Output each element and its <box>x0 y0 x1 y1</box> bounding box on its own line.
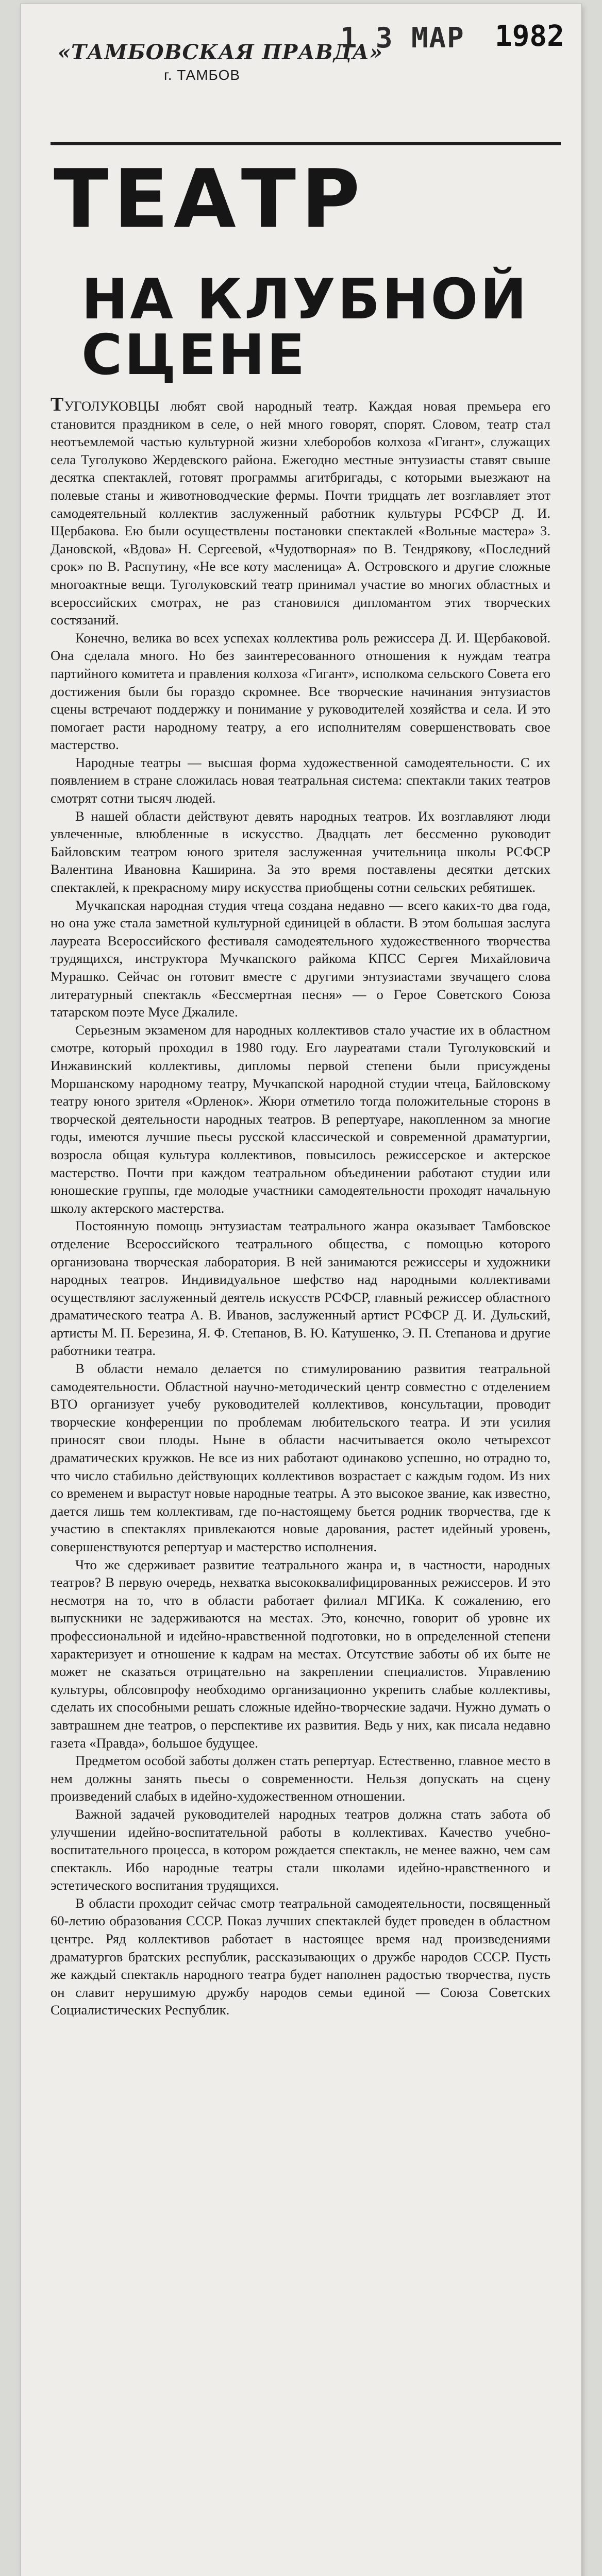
article-headline: НА КЛУБНОЙ СЦЕНЕ <box>81 267 529 387</box>
article-body <box>51 396 550 2019</box>
top-rule <box>51 142 561 145</box>
newspaper-city: г. ТАМБОВ <box>164 67 241 83</box>
paragraph: Конечно, велика во всех успехах коллектива роль режиссера Д. И. Щербаковой. Она сделала много. Но без заинтересованного отношения к нуждам театра партийного комитета и правления колхоза «Гигант», исполкома сельского Совета его достижения были бы гораздо скромнее. Все творческие начинания энтузиастов сцены встречают поддержку и понимание у руководителей хозяйства и села. И это помогает расти народному театру, а его исполнителям совершенствовать свое мастерство. <box>51 630 550 753</box>
year-stamp: 1982 <box>495 20 564 53</box>
paragraph: В области проходит сейчас смотр театральной самодеятельности, посвященный 60-летию образования СССР. Показ лучших спектаклей будет проведен в областном центре. Ряд коллективов работает в настоящее время над произведениями драматургов братских республик, рассказывающих о дружбе народов СССР. Пусть же каждый спектакль народного театра будет наполнен радостью творчества, пусть он славит нерушимую дружбу народов семьи единой — Союза Советских Социалистических Республик. <box>51 1895 550 2018</box>
masthead <box>42 13 564 86</box>
lead-paragraph <box>51 396 550 629</box>
paragraph: Что же сдерживает развитие театрального жанра и, в частности, народных театров? В первую очередь, нехватка высококвалифицированных режиссеров. И это несмотря на то, что в области работает филиал МГИКа. К сожалению, его выпускники не задерживаются на местах. Это, конечно, говорит об уровне их профессиональной и идейно-нравственной подготовки, но в определенной степени характеризует и отношение к кадрам на местах. Отсутствие заботы об их быте не может не сказаться отрицательно на закреплении специалистов. Управлению культуры, облсовпрофу необходимо организационно укрепить слабые коллективы, сделать их способными решать сложные идейно-творческие задачи. Нужно думать о завтрашнем дне театров, о перспективе их развития. Ведь у них, как писала недавно газета «Правда», большое будущее. <box>51 1556 550 1751</box>
rubric-title: ТЕАТР <box>54 152 365 246</box>
paragraph: Важной задачей руководителей народных театров должна стать забота об улучшении идейно-воспитательной работы в коллективах. Качество учебно-воспитательного процесса, в котором рождается спектакль, не менее важно, чем сам спектакль. Ибо народные театры стали школами идейно-нравственного и эстетического воспитания трудящихся. <box>51 1806 550 1893</box>
newspaper-name: «ТАМБОВСКАЯ ПРАВДА» <box>58 40 383 64</box>
newspaper-clipping <box>21 4 581 2576</box>
paragraph: Постоянную помощь энтузиастам театрального жанра оказывает Тамбовское отделение Всероссийского театрального общества, с помощью которого организована творческая лаборатория. В ней занимаются режиссеры и художники народных театров. Индивидуальное шефство над народными коллективами осуществляют заслуженный деятель искусств РСФСР, главный режиссер областного драматического театра А. В. Иванов, заслуженный артист РСФСР Д. И. Дульский, артисты М. П. Березина, Я. Ф. Степанов, В. Ю. Катушенко, Э. П. Степанова и другие работники театра. <box>51 1218 550 1359</box>
paragraph: В области немало делается по стимулированию развития театральной самодеятельности. Областной научно-методический центр совместно с отделением ВТО организует учебу руководителей коллективов, консультации, проводит творческие конференции по проблемам любительского театра. И эти усилия приносят свои плоды. Ныне в области насчитывается около четырехсот драматических кружков. Не все из них работают одинаково успешно, но отрадно то, что число стабильно действующих коллективов возрастает с каждым годом. Из них со временем и вырастут новые народные театры. А это высокое звание, как известно, дается лишь тем коллективам, где по-настоящему бьется родник творчества, где к участию в спектаклях привлекаются новые дарования, растет идейный уровень, совершенствуются репертуар и мастерство исполнения. <box>51 1361 550 1554</box>
date-stamp: 1 3 МАР <box>340 22 465 54</box>
paragraph: Народные театры — высшая форма художественной самодеятельности. С их появлением в стране сложилась новая театральная система: спектакли таких театров смотрят сотни тысяч людей. <box>51 754 550 806</box>
paragraph: Серьезным экзаменом для народных коллективов стало участие их в областном смотре, который проходил в 1980 году. Его лауреатами стали Туголуковский и Инжавинский коллективы, дипломы первой степени были присуждены Моршанскому народному театру, Мучкапской народной студии чтеца, Байловскому театру юного зрителя «Орленок». Жюри отметило тогда положительные сторонs в творческой деятельности народных театров. В репертуаре, накопленном за многие годы, имеются лучшие пьесы русской классической и современной драматургии, возросла общая культура коллективов, повысилось режиссерское и актерское мастерство. Почти при каждом театральном объединении работают студии или юношеские группы, где молодые участники самодеятельности проходят начальную школу актерского мастерства. <box>51 1022 550 1216</box>
paragraph: Предметом особой заботы должен стать репертуар. Естественно, главное место в нем должны занять пьесы о современности. Нельзя допускать на сцену произведений слабых в идейно-художественном отношении. <box>51 1753 550 1804</box>
lead-text: УГОЛУКОВЦЫ любят свой народный театр. Каждая новая премьера его становится праздником в селе, о ней много говорят, спорят. Словом, театр стал неотъемлемой частью культурной жизни хлеборобов колхоза «Гигант», служащих села Туголуково Жердевского района. Ежегодно местные энтузиасты ставят свыше десятка спектаклей, готовят программы агитбригады, с которыми выезжают на полевые станы и животноводческие фермы. Почти тридцать лет возглавляет этот самодеятельный коллектив заслуженный работник культуры РСФСР Д. И. Щербакова. Ею были осуществлены постановки спектаклей «Вольные мастера» З. Дановской, «Вдова» Н. Сергеевой, «Чудотворная» по В. Тендрякову, «Последний срок» по В. Распутину, «Не все коту масленица» А. Островского и другие сложные многоактные вещи. Туголуковский театр принимал участие во многих областных и всероссийских смотрах, не раз становился дипломантом этих творческих состязаний. <box>51 398 550 628</box>
paragraph: Мучкапская народная студия чтеца создана недавно — всего каких-то два года, но она уже стала заметной культурной единицей в области. В этом большая заслуга лауреата Всероссийского фестиваля самодеятельного художественного творчества трудящихся, инструктора Мучкапского райкома КПСС Сергея Михайловича Мурашко. Сейчас он готовит вместе с другими энтузиастами звучащего слова литературный спектакль «Бессмертная песня» — о Герое Советского Союза татарском поэте Мусе Джалиле. <box>51 897 550 1020</box>
lead-capital: Т <box>51 394 64 415</box>
paragraph: В нашей области действуют девять народных театров. Их возглавляют люди увлеченные, влюбленные в искусство. Двадцать лет бессменно руководит Байловским театром юного зрителя заслуженная учительница школы РСФСР Валентина Ивановна Каширина. За это время поставлены десятки детских спектаклей, к прекрасному миру искусства приобщены сотни сельских ребятишек. <box>51 808 550 895</box>
